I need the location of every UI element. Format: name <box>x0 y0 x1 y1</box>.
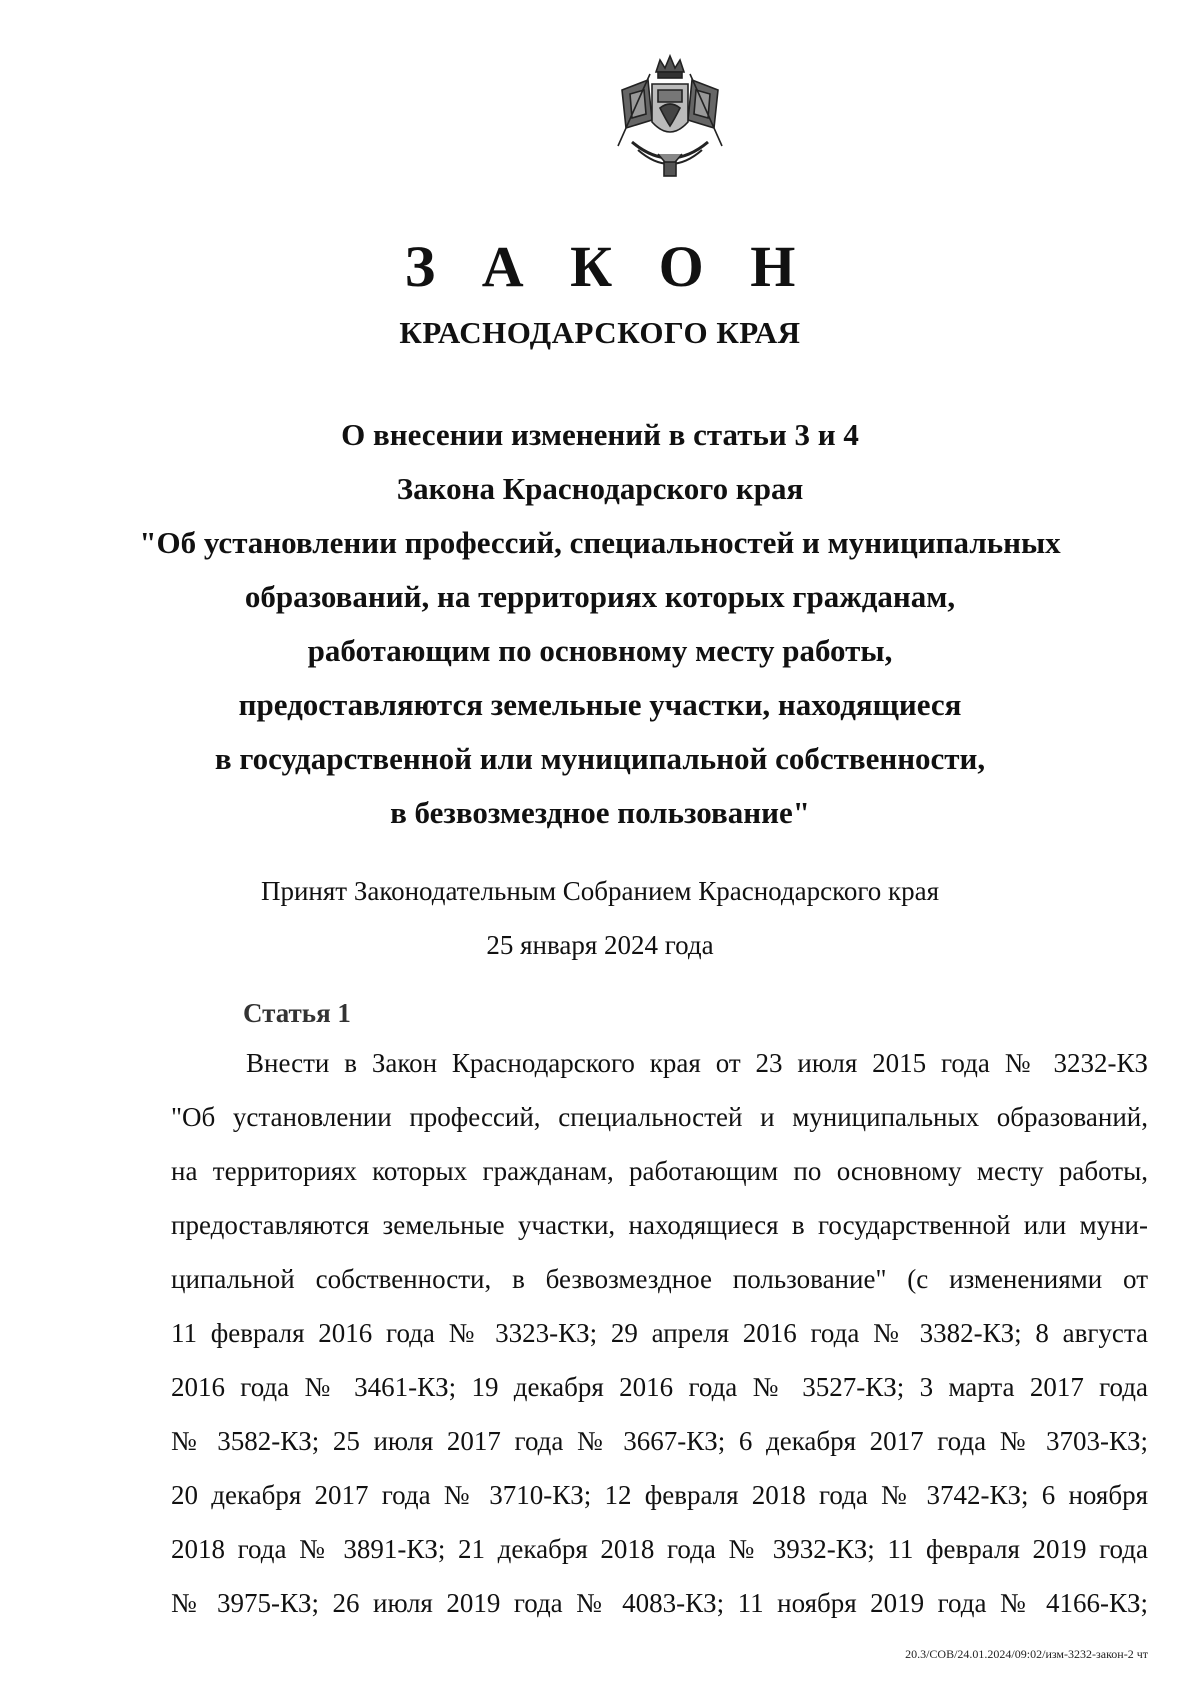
law-name-block <box>60 408 1140 840</box>
law-name-line: "Об установлении профессий, специальностей и муниципальных <box>139 525 1061 560</box>
law-name-line: в государственной или муниципальной собственности, <box>214 741 986 776</box>
law-name-line: работающим по основному месту работы, <box>307 633 893 668</box>
law-name-line: О внесении изменений в статьи 3 и 4 <box>341 417 859 452</box>
law-title: З А К О Н <box>404 234 812 299</box>
article-line: 20 декабря 2017 года № 3710-КЗ; 12 февраля 2018 года № 3742-КЗ; 6 ноября <box>171 1480 1148 1510</box>
law-name-line: Закона Краснодарского края <box>396 471 804 506</box>
law-name-line: предоставляются земельные участки, находящиеся <box>238 687 962 722</box>
article-line: № 3975-КЗ; 26 июля 2019 года № 4083-КЗ; 11 ноября 2019 года № 4166-КЗ; <box>171 1588 1148 1618</box>
law-name-line: образований, на территориях которых гражданам, <box>244 579 956 614</box>
document-registration-code: 20.3/СОВ/24.01.2024/09:02/изм-3232-закон-2 чт <box>905 1647 1148 1661</box>
article-line: 2018 года № 3891-КЗ; 21 декабря 2018 года № 3932-КЗ; 11 февраля 2019 года <box>171 1534 1148 1564</box>
article-line: 11 февраля 2016 года № 3323-КЗ; 29 апреля 2016 года № 3382-КЗ; 8 августа <box>171 1318 1148 1348</box>
adoption-body: Принят Законодательным Собранием Краснодарского края <box>260 876 940 906</box>
article-line: "Об установлении профессий, специальностей и муниципальных образований, <box>171 1102 1148 1132</box>
adoption-note <box>0 864 1200 972</box>
article-heading: Статья 1 <box>243 998 351 1028</box>
article-body <box>171 1036 1148 1630</box>
article-line: № 3582-КЗ; 25 июля 2017 года № 3667-КЗ; 6 декабря 2017 года № 3703-КЗ; <box>171 1426 1148 1456</box>
krasnodar-coat-of-arms-icon <box>608 50 732 182</box>
article-line: предоставляются земельные участки, находящиеся в государственной или муни- <box>171 1210 1148 1240</box>
article-line: Внести в Закон Краснодарского края от 23 июля 2015 года № 3232-КЗ <box>246 1048 1148 1078</box>
law-name-line: в безвозмездное пользование" <box>390 795 810 830</box>
article-line: на территориях которых гражданам, работающим по основному месту работы, <box>171 1156 1148 1186</box>
adoption-date: 25 января 2024 года <box>486 930 714 960</box>
article-line: 2016 года № 3461-КЗ; 19 декабря 2016 года № 3527-КЗ; 3 марта 2017 года <box>171 1372 1148 1402</box>
law-subtitle: КРАСНОДАРСКОГО КРАЯ <box>399 315 801 350</box>
article-line: ципальной собственности, в безвозмездное пользование" (с изменениями от <box>171 1264 1148 1294</box>
